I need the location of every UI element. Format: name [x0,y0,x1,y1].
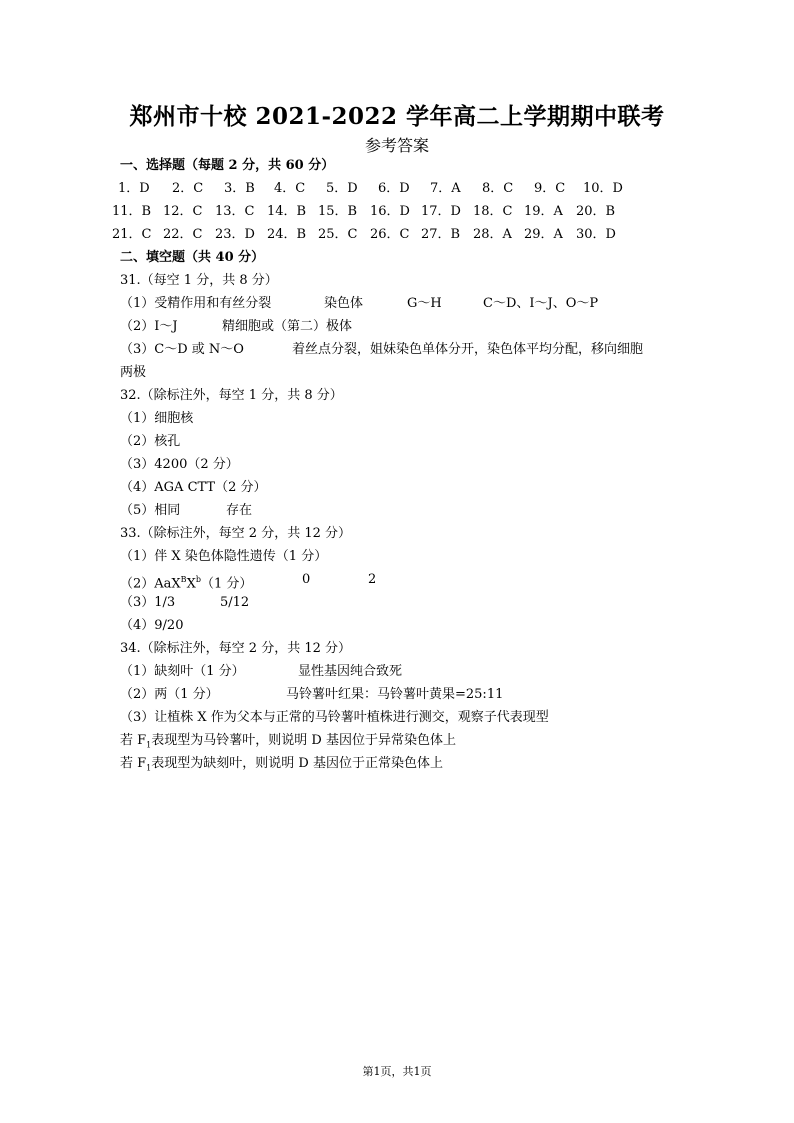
q31-title: 31.（每空 1 分，共 8 分） [120,273,278,288]
answer-item: 29．A [524,227,563,242]
q32-title: 32.（除标注外，每空 1 分，共 8 分） [120,388,343,403]
q34-2-b: 马铃薯叶红果：马铃薯叶黄果=25:11 [286,687,504,702]
q31-answer-2 [120,319,353,335]
answer-item: 2．C [172,181,204,196]
answer-item: 12．C [163,204,203,219]
q34-2-a: （2）两（1 分） [120,687,219,702]
answer-item: 11．B [112,204,152,219]
q31-answer-3-cont: 两极 [120,365,147,380]
answer-item: 18．C [473,204,513,219]
q31-3-b: 着丝点分裂，姐妹染色单体分开，染色体平均分配，移向细胞 [292,342,644,357]
answer-item: 19．A [524,204,563,219]
q32-5-b: 存在 [226,503,253,518]
q31-answer-1 [120,296,599,312]
answer-item: 10．D [583,181,623,196]
answer-item: 28．A [473,227,512,242]
q33-3-a: （3）1/3 [120,595,176,610]
q33-answer-4: （4）9/20 [120,618,184,633]
answer-item: 13．C [215,204,255,219]
q32-answer-2: （2）核孔 [120,434,181,449]
answer-item: 27．B [421,227,461,242]
q32-answer-3: （3）4200（2 分） [120,457,239,472]
q31-2-b: 精细胞或（第二）极体 [222,319,353,334]
answer-item: 17．D [421,204,461,219]
q34-title: 34.（除标注外，每空 2 分，共 12 分） [120,641,352,656]
q33-2-sup-b-lower: b [195,575,201,584]
q32-answer-1: （1）细胞核 [120,411,194,426]
q32-5-a: （5）相同 [120,503,181,518]
answer-item: 24．B [267,227,307,242]
q33-2-value-2: 0 [302,572,311,587]
q33-2-sup-b: B [180,575,187,584]
q34-4-post: 表现型为马铃薯叶，则说明 D 基因位于异常染色体上 [151,733,456,748]
answer-item: 26．C [370,227,410,242]
q34-answer-3: （3）让植株 X 作为父本与正常的马铃薯叶植株进行测交，观察子代表现型 [120,710,549,725]
q33-2-suffix: （1 分） [200,576,253,592]
page-subtitle: 参考答案 [364,136,429,155]
q33-2-mid: X [186,576,196,592]
answer-item: 6．D [378,181,410,196]
q33-2-value-3: 2 [368,572,377,587]
q31-1-d: C～D、I～J、O～P [483,296,599,311]
answer-item: 30．D [576,227,616,242]
q31-1-c: G～H [407,296,442,311]
answer-item: 16．D [370,204,410,219]
q34-5-sub: 1 [146,763,152,773]
q31-1-b: 染色体 [324,296,364,311]
q31-2-a: （2）I～J [120,319,178,334]
page-footer: 第1页，共1页 [362,1065,432,1078]
q33-2-prefix: （2）AaX [120,576,181,592]
q31-3-a: （3）C～D 或 N～O [120,342,244,357]
q34-answer-5 [120,756,443,777]
q33-title: 33.（除标注外，每空 2 分，共 12 分） [120,526,352,541]
q31-1-a: （1）受精作用和有丝分裂 [120,296,272,311]
answer-item: 1．D [118,181,150,196]
answer-item: 22．C [163,227,203,242]
answer-item: 4．C [274,181,306,196]
q34-4-pre: 若 F [120,733,147,748]
answer-item: 5．D [326,181,358,196]
answer-item: 15．B [318,204,358,219]
q34-1-a: （1）缺刻叶（1 分） [120,664,245,679]
answer-item: 3．B [224,181,255,196]
page-title: 郑州市十校 2021-2022 学年高二上学期期中联考 [129,103,665,130]
answer-item: 23．D [215,227,255,242]
q34-1-b: 显性基因纯合致死 [298,664,403,679]
q32-answer-4: （4）AGA CTT（2 分） [120,480,267,495]
q33-3-b: 5/12 [220,595,250,610]
answer-item: 20．B [576,204,616,219]
q33-answer-3 [120,595,250,611]
section2-heading: 二、填空题（共 40 分） [120,250,265,265]
q34-4-sub: 1 [146,740,152,750]
q33-answer-2 [120,572,377,592]
q32-answer-5 [120,503,253,519]
answer-item: 8．C [482,181,514,196]
q33-answer-1: （1）伴 X 染色体隐性遗传（1 分） [120,549,328,564]
section1-heading: 一、选择题（每题 2 分，共 60 分） [120,158,335,173]
q34-answer-1 [120,664,403,680]
q31-answer-3 [120,342,644,358]
answer-item: 7．A [430,181,461,196]
q34-answer-4 [120,733,456,754]
answer-item: 21．C [112,227,152,242]
answer-item: 14．B [267,204,307,219]
q34-5-post: 表现型为缺刻叶，则说明 D 基因位于正常染色体上 [151,756,443,771]
q34-answer-2 [120,687,504,703]
q34-5-pre: 若 F [120,756,147,771]
answer-item: 25．C [318,227,358,242]
answer-item: 9．C [534,181,566,196]
